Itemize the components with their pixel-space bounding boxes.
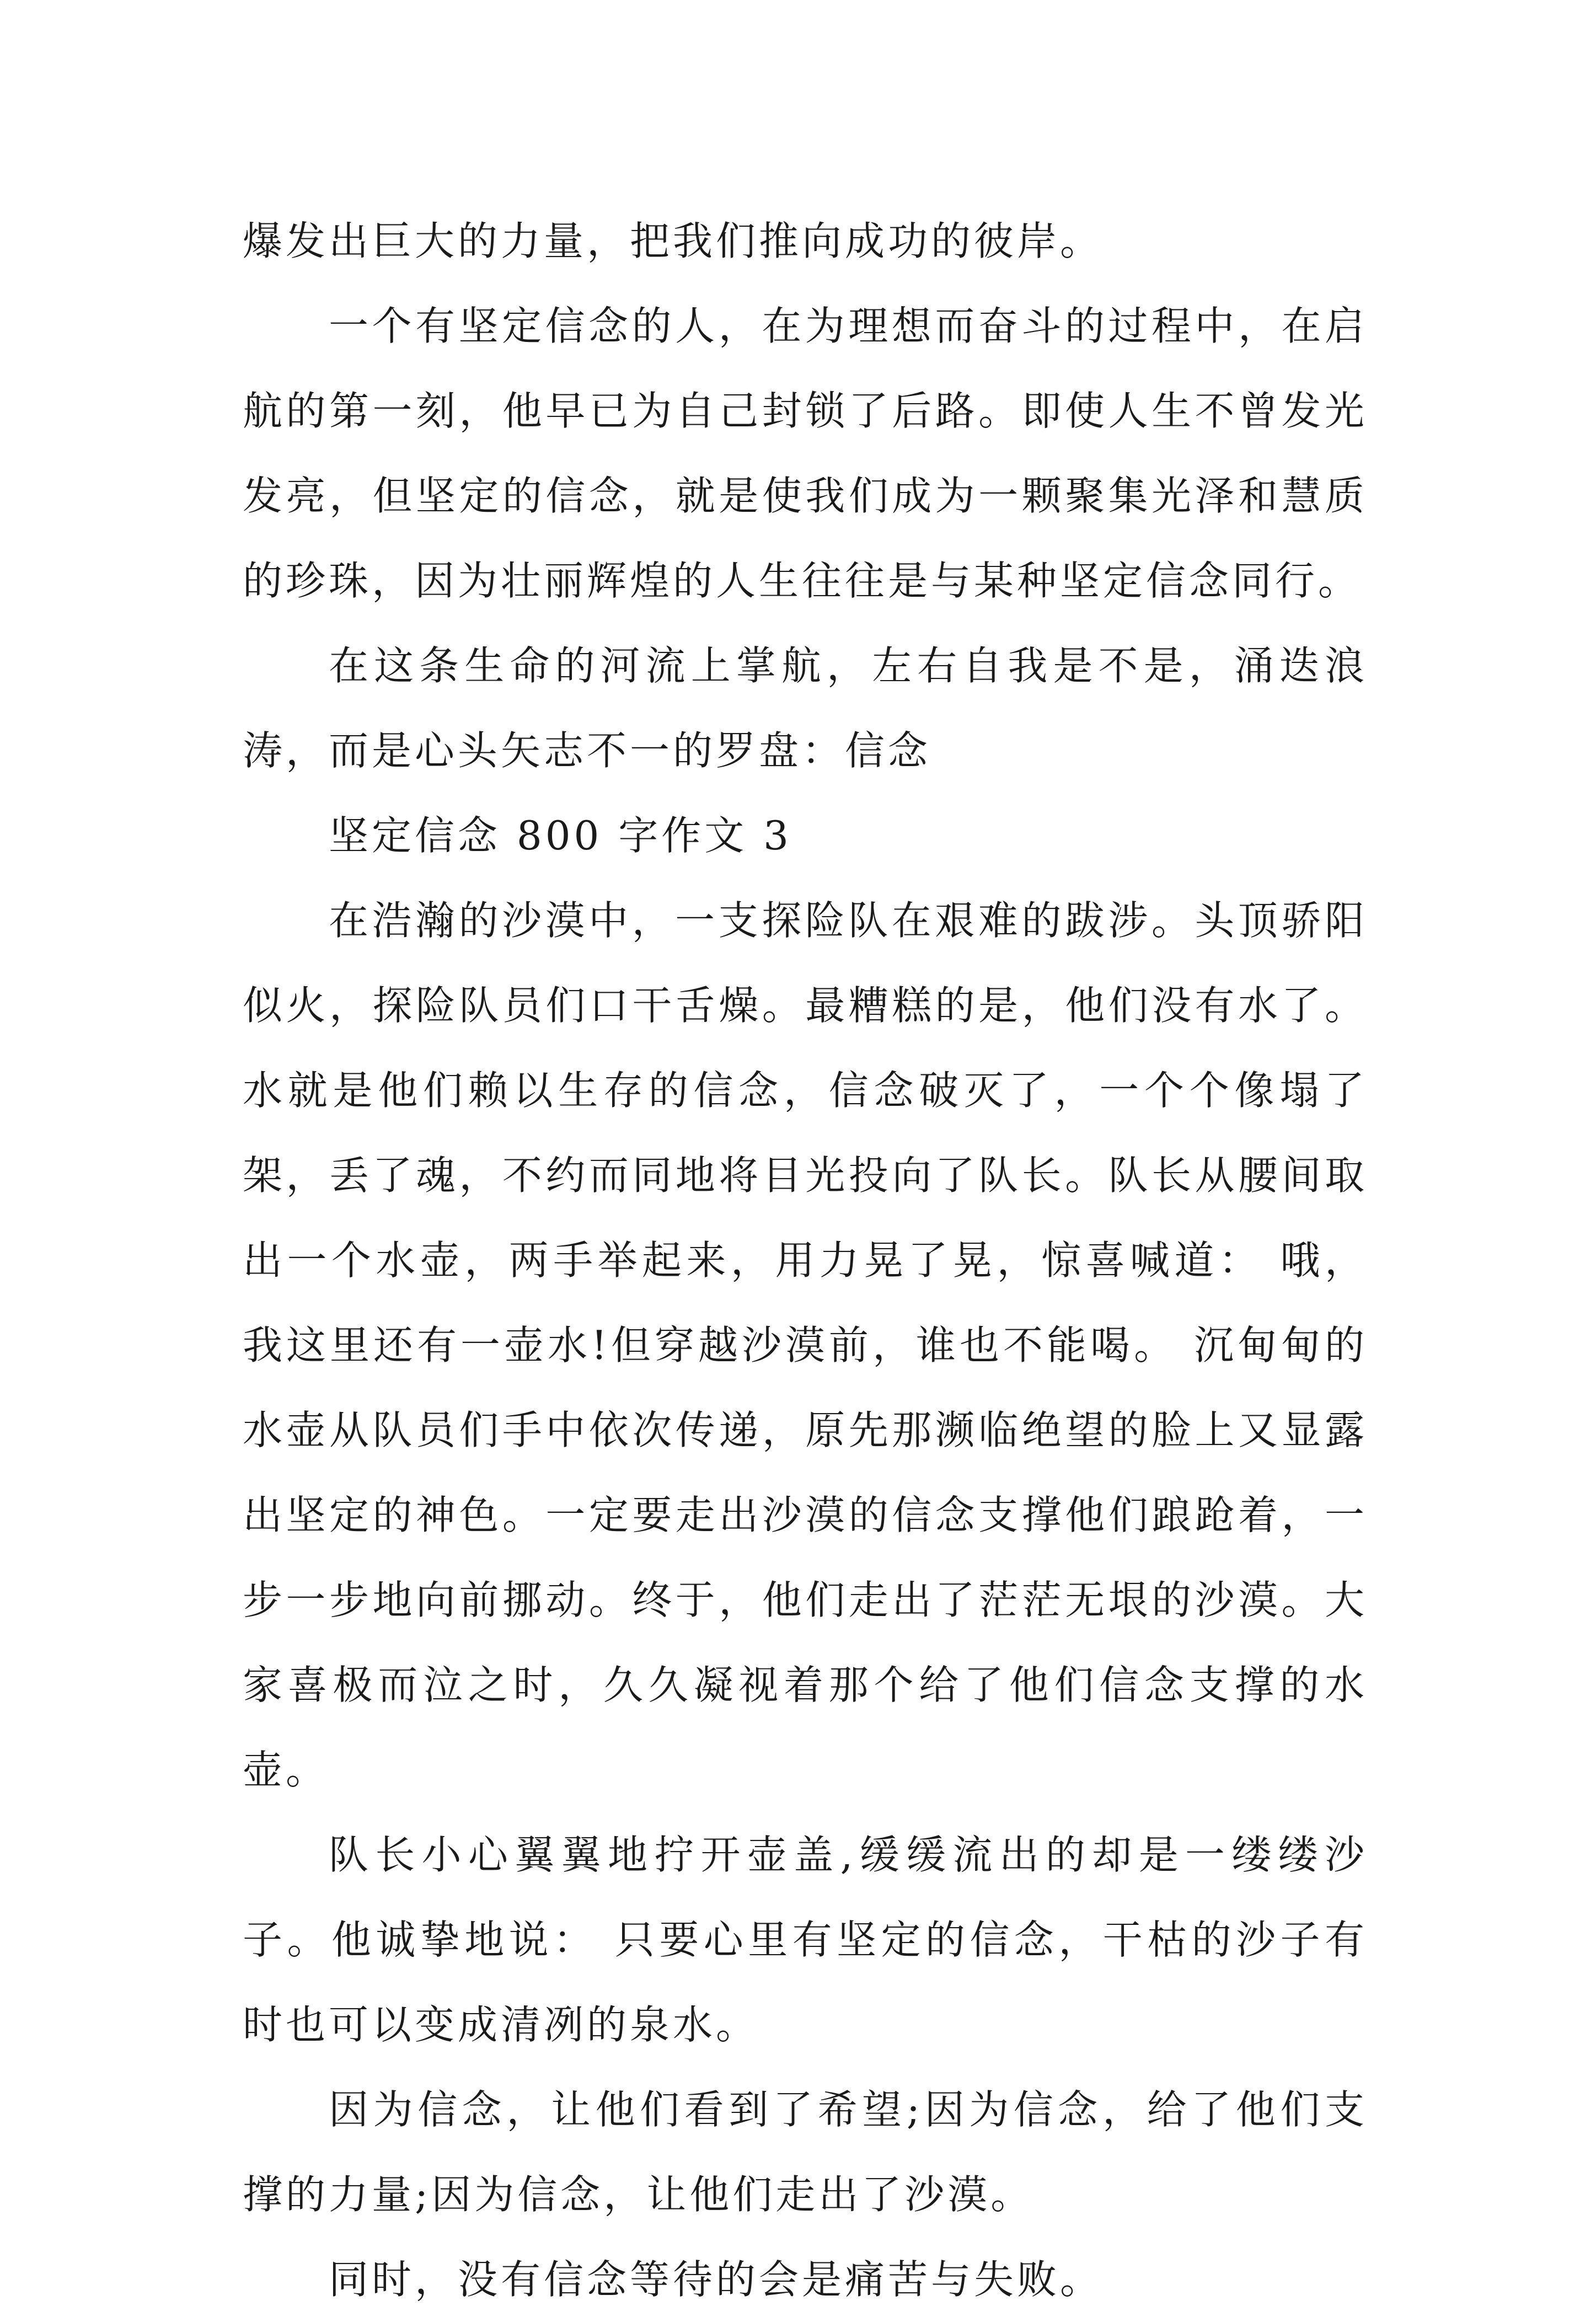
paragraph-6: 因为信念，让他们看到了希望;因为信念，给了他们支撑的力量;因为信念，让他们走出了沙漠。: [243, 2086, 1368, 2218]
paragraph-1: 爆发出巨大的力量，把我们推向成功的彼岸。: [243, 218, 1104, 264]
paragraph-5: 队长小心翼翼地拧开壶盖,缓缓流出的却是一缕缕沙子。他诚挚地说： 只要心里有坚定的信念，干枯的沙子有时也可以变成清冽的泉水。: [243, 1832, 1368, 2048]
document-body: [243, 199, 1368, 2322]
paragraph-4: 在浩瀚的沙漠中，一支探险队在艰难的跋涉。头顶骄阳似火，探险队员们口干舌燥。最糟糕的是，他们没有水了。水就是他们赖以生存的信念，信念破灭了，一个个像塌了架，丢了魂，不约而同地将目光投向了队长。队长从腰间取出一个水壶，两手举起来，用力晃了晃，惊喜喊道： 哦，我这里还有一壶水!但穿越沙漠前，谁也不能喝。 沉甸甸的水壶从队员们手中依次传递，原先那濒临绝望的脸上又显露出坚定的神色。一定要走出沙漠的信念支撑他们踉跄着，一步一步地向前挪动。终于，他们走出了茫茫无垠的沙漠。大家喜极而泣之时，久久凝视着那个给了他们信念支撑的水壶。: [243, 897, 1368, 1793]
paragraph-7: 同时，没有信念等待的会是痛苦与失败。: [329, 2256, 1104, 2303]
paragraph-2: 一个有坚定信念的人，在为理想而奋斗的过程中，在启航的第一刻，他早已为自己封锁了后路。即使人生不曾发光发亮，但坚定的信念，就是使我们成为一颗聚集光泽和慧质的珍珠，因为壮丽辉煌的人生往往是与某种坚定信念同行。: [243, 303, 1368, 604]
paragraph-3: 在这条生命的河流上掌航，左右自我是不是，涌迭浪涛，而是心头矢志不一的罗盘：信念: [243, 643, 1368, 774]
section-heading: 坚定信念 800 字作文 3: [329, 812, 792, 859]
